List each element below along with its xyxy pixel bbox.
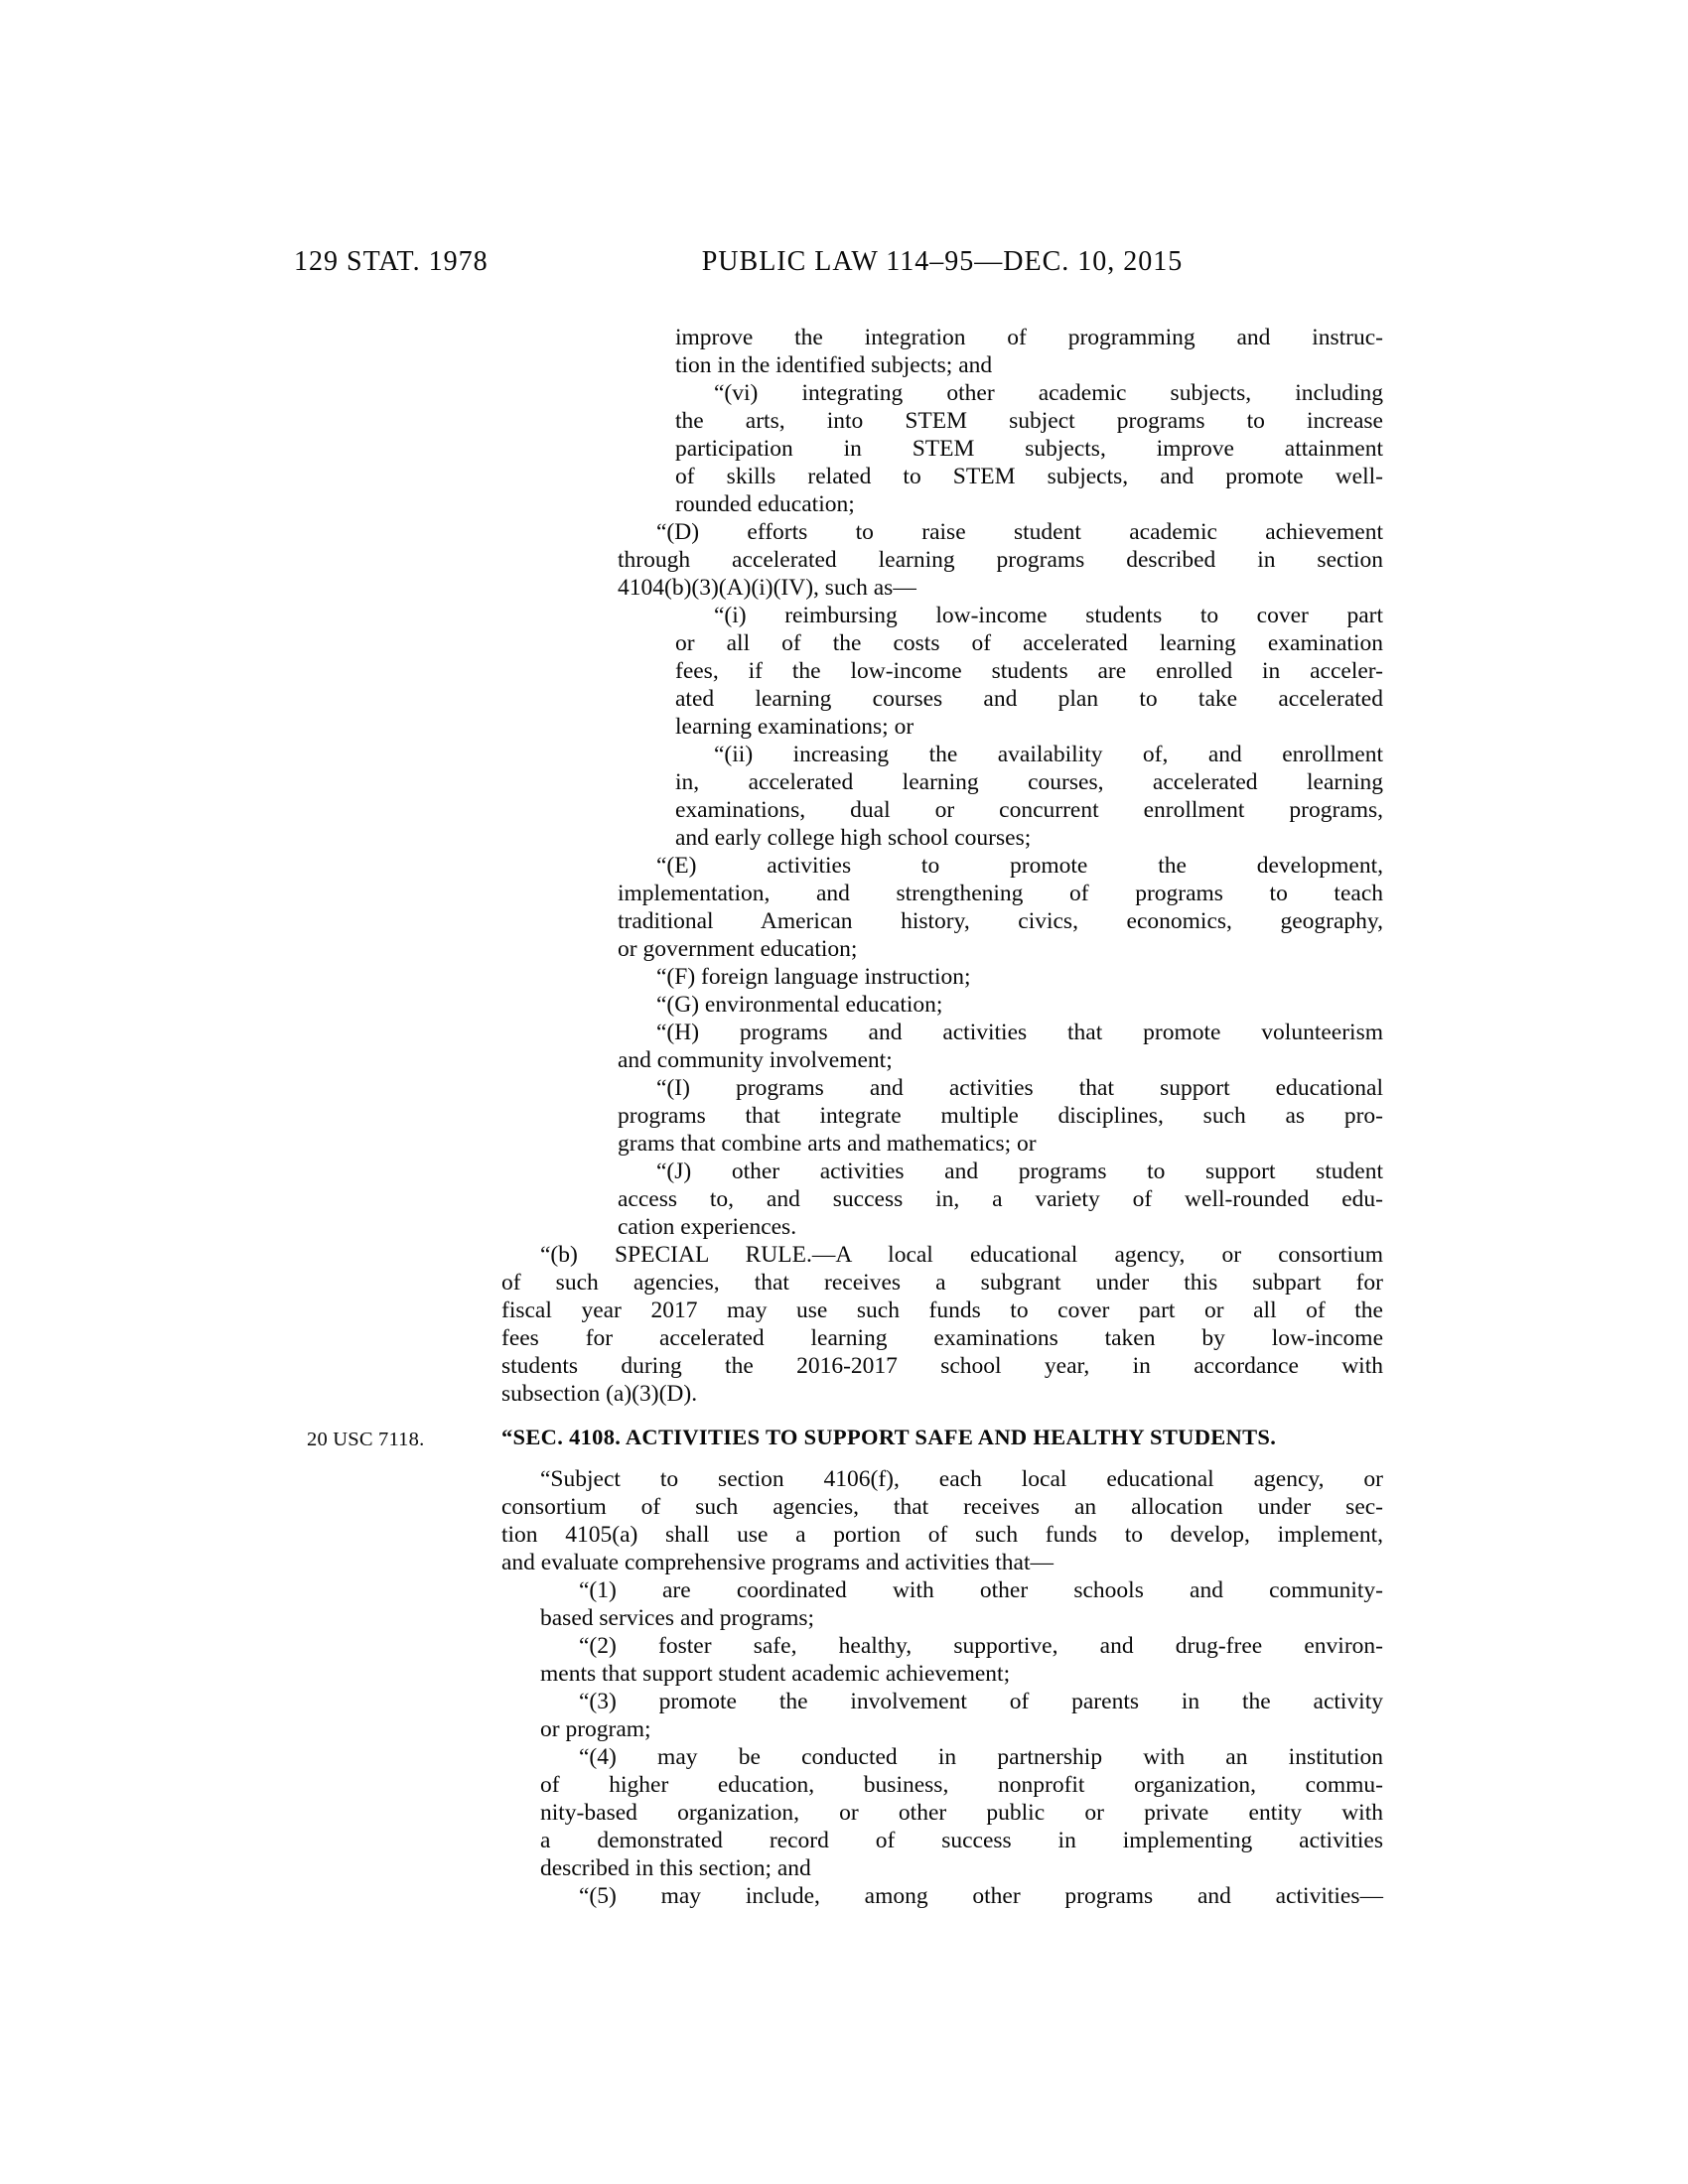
text-line: nity-based organization, or other public or private entity with [540,1800,1383,1826]
text-line: improve the integration of programming and instruc- [675,325,1383,350]
text-line: “(D) efforts to raise student academic achievement [656,519,1383,545]
paragraph [540,1632,1383,1688]
text-line: “(vi) integrating other academic subjects, including [714,380,1383,406]
text-line: ments that support student academic achievement; [540,1661,1011,1687]
paragraph [675,379,1383,518]
document-body [307,324,1383,1910]
text-line: in, accelerated learning courses, accelerated learning [675,769,1383,795]
text-line: “(I) programs and activities that support educational [656,1075,1383,1101]
text-line: “(3) promote the involvement of parents in the activity [579,1689,1383,1714]
paragraph [501,1465,1383,1576]
text-line: “(ii) increasing the availability of, and enrollment [714,742,1383,767]
paragraph [540,1882,1383,1910]
text-line: through accelerated learning programs described in section [618,547,1383,573]
text-line: “(F) foreign language instruction; [656,964,971,990]
law-title-header: PUBLIC LAW 114–95—DEC. 10, 2015 [701,246,1184,277]
text-line: “(b) SPECIAL RULE.—A local educational agency, or consortium [540,1242,1383,1268]
text-line: grams that combine arts and mathematics; or [618,1131,1037,1157]
text-line: “(J) other activities and programs to support student [656,1159,1383,1184]
paragraph [618,852,1383,963]
text-line: and community involvement; [618,1047,893,1073]
text-line: and evaluate comprehensive programs and activities that— [501,1550,1054,1575]
paragraph [540,1688,1383,1743]
paragraph [675,741,1383,852]
text-line: fees, if the low-income students are enrolled in acceler- [675,658,1383,684]
paragraph [618,1074,1383,1158]
text-line: traditional American history, civics, economics, geography, [618,908,1383,934]
text-line: “(2) foster safe, healthy, supportive, and drug-free environ- [579,1633,1383,1659]
text-line: “(1) are coordinated with other schools and community- [579,1577,1383,1603]
paragraph [540,1576,1383,1632]
text-line: fiscal year 2017 may use such funds to cover part or all of the [501,1297,1383,1323]
paragraph [618,1019,1383,1074]
text-line: “(4) may be conducted in partnership with an institution [579,1744,1383,1770]
text-line: the arts, into STEM subject programs to increase [675,408,1383,434]
us-code-margin-note: 20 USC 7118. [307,1429,425,1450]
text-line: fees for accelerated learning examinations taken by low-income [501,1325,1383,1351]
text-line: a demonstrated record of success in implementing activities [540,1828,1383,1853]
text-line: of higher education, business, nonprofit organization, commu- [540,1772,1383,1798]
text-line: programs that integrate multiple disciplines, such as pro- [618,1103,1383,1129]
text-line: subsection (a)(3)(D). [501,1381,698,1407]
text-line: “(i) reimbursing low-income students to cover part [714,603,1383,628]
text-line: students during the 2016-2017 school year, in accordance with [501,1353,1383,1379]
paragraph [675,602,1383,741]
paragraph [501,1241,1383,1408]
text-line: cation experiences. [618,1214,797,1240]
text-line: of such agencies, that receives a subgrant under this subpart for [501,1270,1383,1296]
text-line: access to, and success in, a variety of well-rounded edu- [618,1186,1383,1212]
text-line: 4104(b)(3)(A)(i)(IV), such as— [618,575,916,601]
text-line: “(G) environmental education; [656,992,943,1018]
paragraph [618,518,1383,602]
text-line: described in this section; and [540,1855,811,1881]
section-heading: “SEC. 4108. ACTIVITIES TO SUPPORT SAFE AND HEALTHY STUDENTS. [501,1425,1277,1449]
text-line: learning examinations; or [675,714,914,740]
text-line: consortium of such agencies, that receives an allocation under sec- [501,1494,1383,1520]
text-line: tion in the identified subjects; and [675,352,993,378]
text-line: or program; [540,1716,651,1742]
text-line: “(E) activities to promote the development, [656,853,1383,879]
text-line: implementation, and strengthening of programs to teach [618,881,1383,906]
section-heading-row [307,1424,1383,1451]
paragraph [540,1743,1383,1882]
text-line: “Subject to section 4106(f), each local educational agency, or [540,1466,1383,1492]
stat-page-number: 129 STAT. 1978 [294,246,489,277]
text-line: rounded education; [675,491,855,517]
text-line: of skills related to STEM subjects, and promote well- [675,464,1383,489]
text-line: tion 4105(a) shall use a portion of such funds to develop, implement, [501,1522,1383,1548]
paragraph [618,1158,1383,1241]
text-line: and early college high school courses; [675,825,1032,851]
text-line: participation in STEM subjects, improve attainment [675,436,1383,462]
paragraph [618,991,1383,1019]
text-line: ated learning courses and plan to take accelerated [675,686,1383,712]
text-line: or government education; [618,936,858,962]
text-line: “(H) programs and activities that promote volunteerism [656,1020,1383,1045]
paragraph [675,324,1383,379]
text-line: examinations, dual or concurrent enrollment programs, [675,797,1383,823]
text-line: or all of the costs of accelerated learning examination [675,630,1383,656]
text-line: based services and programs; [540,1605,815,1631]
text-line: “(5) may include, among other programs and activities— [579,1883,1383,1909]
paragraph [618,963,1383,991]
